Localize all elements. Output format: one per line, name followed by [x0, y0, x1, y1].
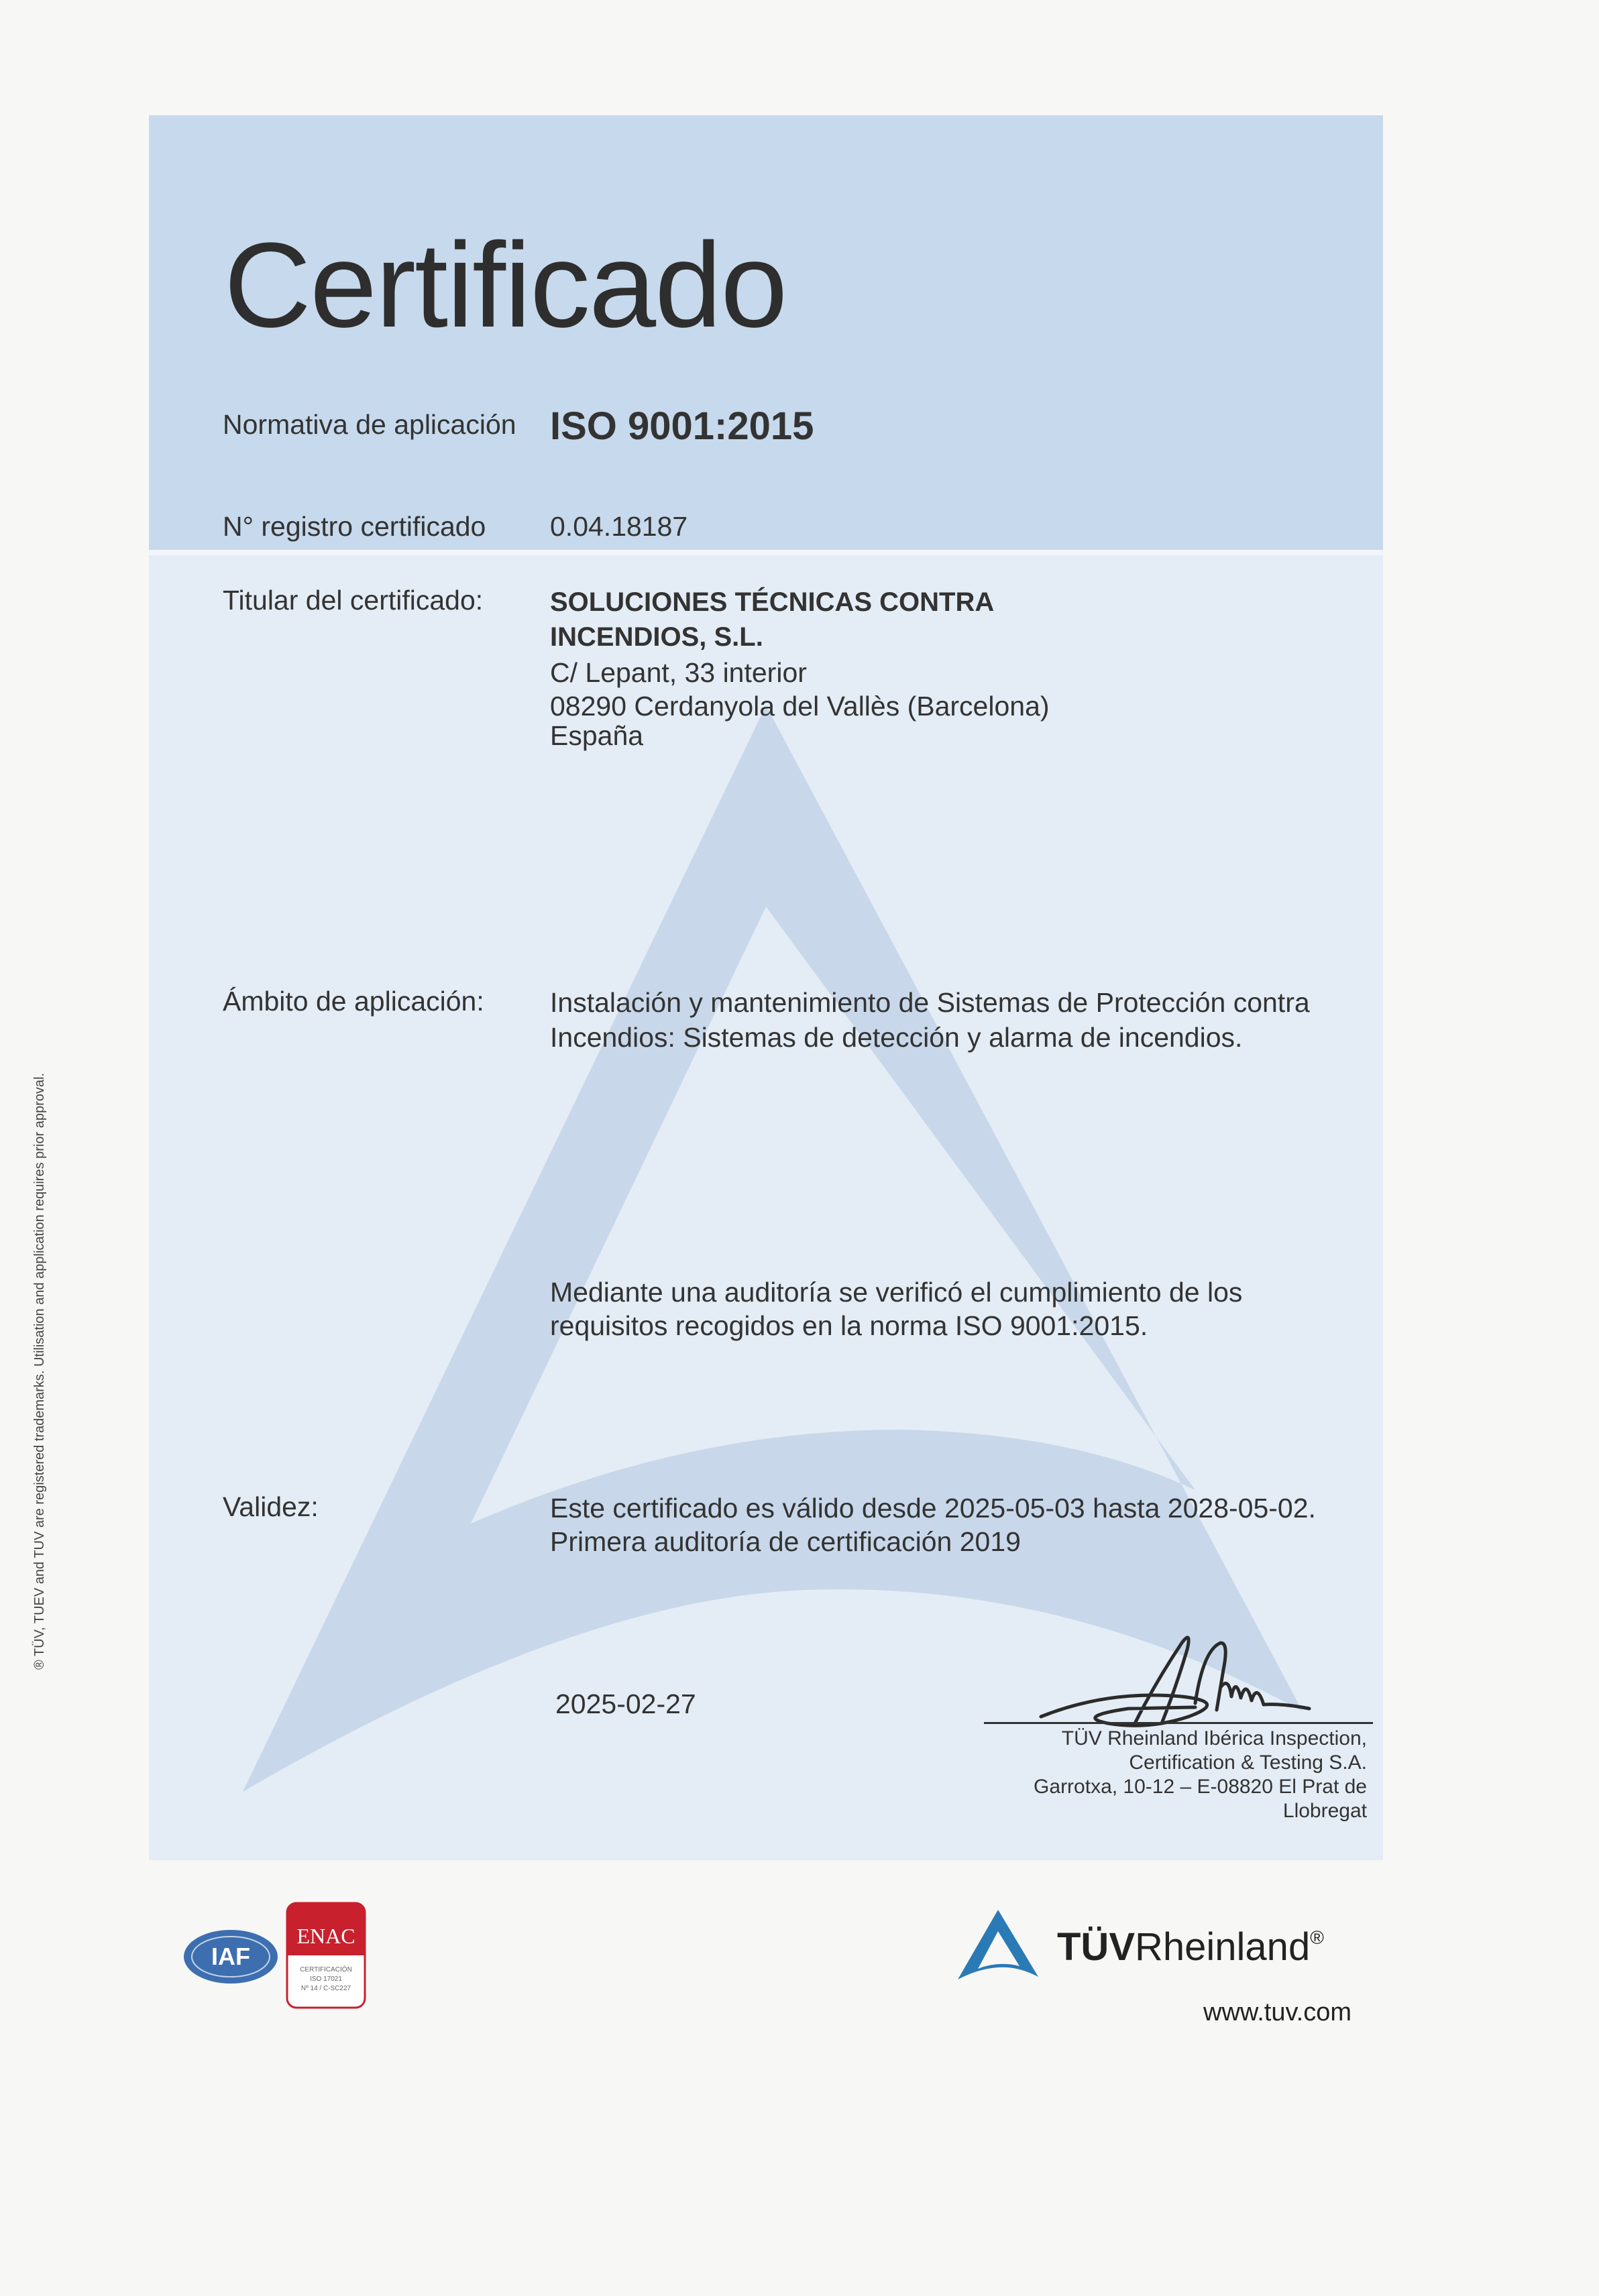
iaf-text: IAF	[211, 1943, 250, 1970]
enac-logo	[286, 1902, 366, 2009]
holder-address-country: España	[550, 720, 644, 751]
norm-value: ISO 9001:2015	[550, 404, 814, 448]
scope-line1: Instalación y mantenimiento de Sistemas de Protección contra	[550, 987, 1310, 1018]
tuv-brand-rest: Rheinland	[1135, 1925, 1311, 1969]
registration-value: 0.04.18187	[550, 511, 688, 542]
holder-name-line1: SOLUCIONES TÉCNICAS CONTRA	[550, 587, 995, 617]
scope-line2: Incendios: Sistemas de detección y alarma de incendios.	[550, 1022, 1243, 1053]
scope-label: Ámbito de aplicación:	[223, 986, 484, 1017]
tuv-brand-bold: TÜV	[1057, 1925, 1135, 1969]
issuer-line1: TÜV Rheinland Ibérica Inspection,	[1061, 1727, 1367, 1749]
enac-small-1: CERTIFICACIÓN	[300, 1966, 352, 1973]
validity-line2: Primera auditoría de certificación 2019	[550, 1526, 1021, 1557]
audit-line1: Mediante una auditoría se verificó el cumplimiento de los	[550, 1277, 1243, 1308]
enac-text: ENAC	[296, 1924, 355, 1948]
enac-small-2: ISO 17021	[310, 1975, 342, 1983]
audit-line2: requisitos recogidos en la norma ISO 9001:2015.	[550, 1310, 1148, 1341]
issuer-line3: Garrotxa, 10-12 – E-08820 El Prat de	[1034, 1776, 1367, 1798]
issuer-line2: Certification & Testing S.A.	[1129, 1752, 1367, 1774]
certificate-title: Certificado	[224, 218, 787, 353]
holder-name-line2: INCENDIOS, S.L.	[550, 622, 763, 652]
registered-mark: ®	[1310, 1927, 1324, 1948]
holder-label: Titular del certificado:	[223, 585, 484, 616]
holder-address-street: C/ Lepant, 33 interior	[550, 657, 807, 688]
certificate-panel	[149, 115, 1383, 1860]
registration-label: N° registro certificado	[223, 511, 486, 542]
signature-line	[984, 1722, 1373, 1724]
trademark-note: ® TÜV, TUEV and TUV are registered trademarks. Utilisation and application requires prior approval.	[32, 1073, 47, 1670]
website-link[interactable]: www.tuv.com	[1203, 1998, 1352, 2026]
holder-address-city: 08290 Cerdanyola del Vallès (Barcelona)	[550, 691, 1050, 722]
enac-small-3: Nº 14 / C-SC227	[300, 1985, 351, 1992]
issuer-line4: Llobregat	[1282, 1800, 1367, 1822]
tuv-brand-name	[1057, 1925, 1324, 1969]
tuv-triangle-icon	[955, 1907, 1041, 1982]
norm-label: Normativa de aplicación	[223, 409, 516, 440]
iaf-logo	[182, 1923, 279, 1990]
validity-label: Validez:	[223, 1491, 319, 1522]
validity-line1: Este certificado es válido desde 2025-05-03 hasta 2028-05-02.	[550, 1493, 1316, 1524]
signature	[1028, 1623, 1336, 1737]
issue-date: 2025-02-27	[555, 1688, 696, 1719]
